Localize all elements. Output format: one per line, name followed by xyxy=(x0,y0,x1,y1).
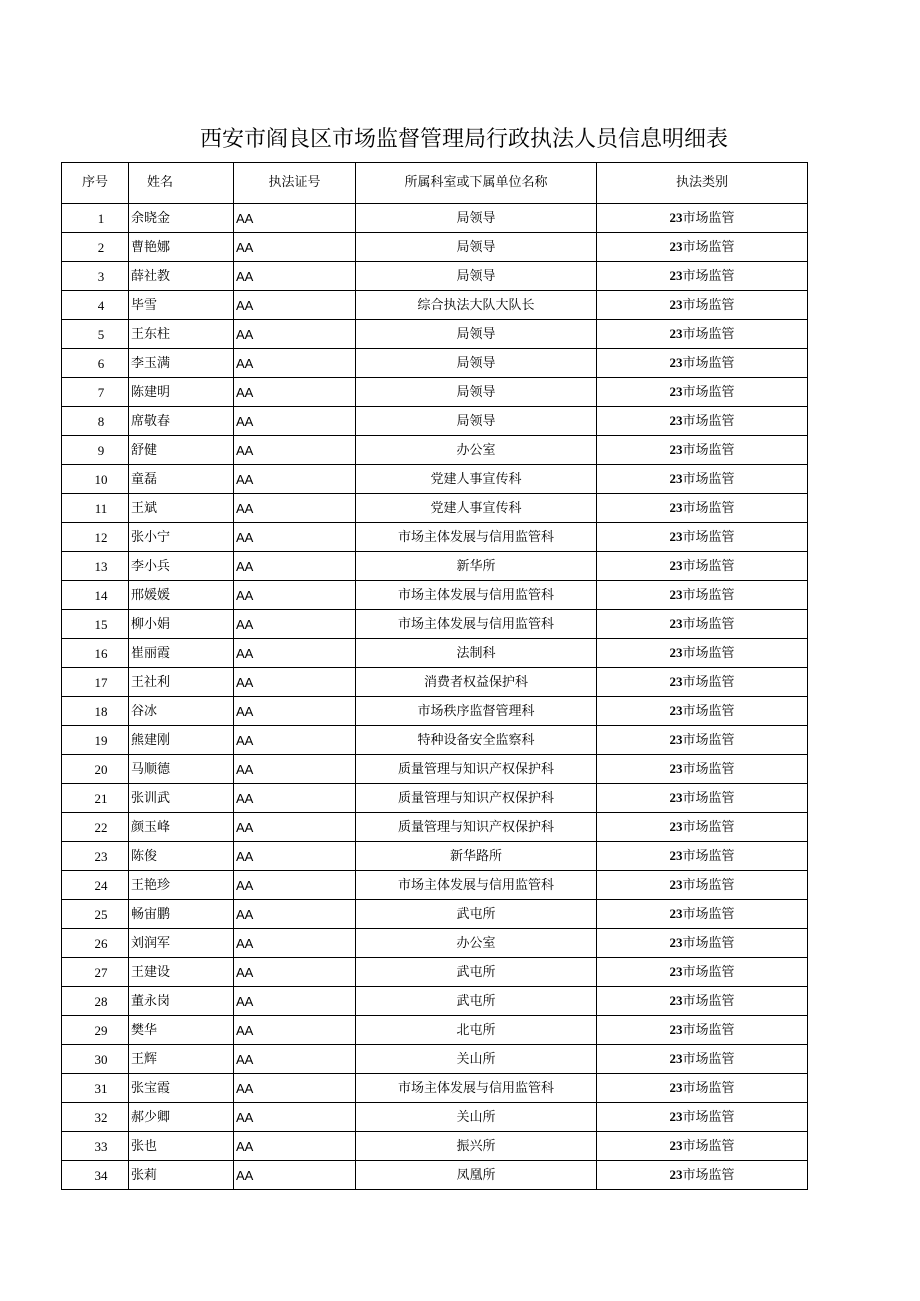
row-num: 8 xyxy=(62,407,129,436)
row-id: AA xyxy=(234,465,356,494)
row-num: 25 xyxy=(62,900,129,929)
row-type-label: 市场监管 xyxy=(682,675,735,690)
row-name: 王建设 xyxy=(129,958,234,987)
row-type xyxy=(597,639,808,668)
row-type-label: 市场监管 xyxy=(682,791,735,806)
row-type xyxy=(597,987,808,1016)
row-id: AA xyxy=(234,407,356,436)
row-unit: 局领导 xyxy=(356,349,597,378)
row-unit: 办公室 xyxy=(356,929,597,958)
row-name: 李小兵 xyxy=(129,552,234,581)
row-type-label: 市场监管 xyxy=(682,936,735,951)
row-name: 王社利 xyxy=(129,668,234,697)
row-name: 王东柱 xyxy=(129,320,234,349)
row-name: 董永岗 xyxy=(129,987,234,1016)
row-name: 谷冰 xyxy=(129,697,234,726)
row-name: 颜玉峰 xyxy=(129,813,234,842)
row-unit: 质量管理与知识产权保护科 xyxy=(356,813,597,842)
header-row xyxy=(62,163,808,204)
row-name: 王辉 xyxy=(129,1045,234,1074)
row-type-code: 23 xyxy=(669,790,683,805)
row-type xyxy=(597,697,808,726)
row-type xyxy=(597,871,808,900)
table-row xyxy=(62,523,808,552)
row-name: 张训武 xyxy=(129,784,234,813)
row-type-code: 23 xyxy=(669,268,683,283)
row-id: AA xyxy=(234,378,356,407)
row-type-code: 23 xyxy=(669,906,683,921)
row-unit: 党建人事宣传科 xyxy=(356,494,597,523)
table-row xyxy=(62,755,808,784)
row-type-code: 23 xyxy=(669,1051,683,1066)
row-type-code: 23 xyxy=(669,732,683,747)
row-type xyxy=(597,929,808,958)
row-type-code: 23 xyxy=(669,355,683,370)
row-type-label: 市场监管 xyxy=(682,820,735,835)
row-name: 刘润军 xyxy=(129,929,234,958)
row-type xyxy=(597,378,808,407)
row-id: AA xyxy=(234,755,356,784)
row-name: 邢媛媛 xyxy=(129,581,234,610)
row-type-label: 市场监管 xyxy=(682,1052,735,1067)
table-row xyxy=(62,1161,808,1190)
row-type-code: 23 xyxy=(669,587,683,602)
row-unit: 武屯所 xyxy=(356,900,597,929)
row-id: AA xyxy=(234,523,356,552)
row-type-code: 23 xyxy=(669,645,683,660)
table-row xyxy=(62,320,808,349)
row-id: AA xyxy=(234,726,356,755)
row-num: 4 xyxy=(62,291,129,320)
row-num: 17 xyxy=(62,668,129,697)
row-unit: 凤凰所 xyxy=(356,1161,597,1190)
row-type-label: 市场监管 xyxy=(682,1023,735,1038)
row-type xyxy=(597,842,808,871)
table-row xyxy=(62,784,808,813)
row-num: 23 xyxy=(62,842,129,871)
row-unit: 局领导 xyxy=(356,320,597,349)
row-num: 31 xyxy=(62,1074,129,1103)
header-id: 执法证号 xyxy=(234,163,356,204)
row-type-code: 23 xyxy=(669,326,683,341)
table-row xyxy=(62,378,808,407)
table-row xyxy=(62,262,808,291)
row-unit: 特种设备安全监察科 xyxy=(356,726,597,755)
row-type xyxy=(597,552,808,581)
row-unit: 新华所 xyxy=(356,552,597,581)
row-type xyxy=(597,1103,808,1132)
table-row xyxy=(62,987,808,1016)
row-id: AA xyxy=(234,842,356,871)
row-type-label: 市场监管 xyxy=(682,530,735,545)
row-type-label: 市场监管 xyxy=(682,269,735,284)
row-unit: 局领导 xyxy=(356,378,597,407)
row-type-label: 市场监管 xyxy=(682,472,735,487)
row-type xyxy=(597,900,808,929)
row-type-code: 23 xyxy=(669,935,683,950)
table-row xyxy=(62,291,808,320)
row-type xyxy=(597,465,808,494)
row-name: 马顺德 xyxy=(129,755,234,784)
row-type-code: 23 xyxy=(669,848,683,863)
row-type xyxy=(597,407,808,436)
row-type xyxy=(597,320,808,349)
row-unit: 局领导 xyxy=(356,407,597,436)
row-type-label: 市场监管 xyxy=(682,1168,735,1183)
table-header xyxy=(62,163,808,204)
row-unit: 市场主体发展与信用监管科 xyxy=(356,1074,597,1103)
row-num: 6 xyxy=(62,349,129,378)
row-unit: 综合执法大队大队长 xyxy=(356,291,597,320)
table-row xyxy=(62,552,808,581)
row-unit: 北屯所 xyxy=(356,1016,597,1045)
row-id: AA xyxy=(234,494,356,523)
row-type xyxy=(597,1161,808,1190)
row-unit: 武屯所 xyxy=(356,987,597,1016)
row-type-label: 市场监管 xyxy=(682,327,735,342)
row-name: 熊建刚 xyxy=(129,726,234,755)
row-type-code: 23 xyxy=(669,297,683,312)
row-type-label: 市场监管 xyxy=(682,298,735,313)
row-num: 20 xyxy=(62,755,129,784)
table-row xyxy=(62,1132,808,1161)
row-unit: 市场主体发展与信用监管科 xyxy=(356,523,597,552)
row-id: AA xyxy=(234,1074,356,1103)
row-name: 王斌 xyxy=(129,494,234,523)
row-type xyxy=(597,262,808,291)
row-type-label: 市场监管 xyxy=(682,965,735,980)
row-type-label: 市场监管 xyxy=(682,733,735,748)
row-type-code: 23 xyxy=(669,239,683,254)
row-type xyxy=(597,349,808,378)
row-num: 16 xyxy=(62,639,129,668)
row-name: 童磊 xyxy=(129,465,234,494)
row-id: AA xyxy=(234,291,356,320)
table-row xyxy=(62,639,808,668)
row-type xyxy=(597,784,808,813)
row-name: 畅宙鹏 xyxy=(129,900,234,929)
table-row xyxy=(62,436,808,465)
row-unit: 新华路所 xyxy=(356,842,597,871)
row-type-code: 23 xyxy=(669,1138,683,1153)
table-row xyxy=(62,349,808,378)
row-num: 18 xyxy=(62,697,129,726)
row-name: 陈建明 xyxy=(129,378,234,407)
row-id: AA xyxy=(234,1045,356,1074)
row-num: 1 xyxy=(62,204,129,233)
row-name: 樊华 xyxy=(129,1016,234,1045)
row-id: AA xyxy=(234,349,356,378)
row-name: 张宝霞 xyxy=(129,1074,234,1103)
table-row xyxy=(62,813,808,842)
table-row xyxy=(62,929,808,958)
row-num: 9 xyxy=(62,436,129,465)
row-type-label: 市场监管 xyxy=(682,1139,735,1154)
row-type-label: 市场监管 xyxy=(682,211,735,226)
table-row xyxy=(62,1045,808,1074)
row-num: 13 xyxy=(62,552,129,581)
row-name: 曹艳娜 xyxy=(129,233,234,262)
row-type-code: 23 xyxy=(669,993,683,1008)
table-row xyxy=(62,900,808,929)
header-num: 序号 xyxy=(62,163,129,204)
row-name: 崔丽霞 xyxy=(129,639,234,668)
row-id: AA xyxy=(234,668,356,697)
row-id: AA xyxy=(234,204,356,233)
row-type xyxy=(597,813,808,842)
row-type-label: 市场监管 xyxy=(682,356,735,371)
table-row xyxy=(62,610,808,639)
table-row xyxy=(62,697,808,726)
row-unit: 市场主体发展与信用监管科 xyxy=(356,581,597,610)
row-num: 2 xyxy=(62,233,129,262)
table-row xyxy=(62,1016,808,1045)
row-type-code: 23 xyxy=(669,1080,683,1095)
row-name: 舒健 xyxy=(129,436,234,465)
row-num: 19 xyxy=(62,726,129,755)
row-name: 余晓金 xyxy=(129,204,234,233)
row-type xyxy=(597,610,808,639)
row-type-label: 市场监管 xyxy=(682,907,735,922)
row-type-code: 23 xyxy=(669,877,683,892)
row-type-label: 市场监管 xyxy=(682,443,735,458)
table-row xyxy=(62,465,808,494)
row-id: AA xyxy=(234,320,356,349)
row-type-label: 市场监管 xyxy=(682,878,735,893)
row-type-code: 23 xyxy=(669,1109,683,1124)
row-type xyxy=(597,233,808,262)
row-id: AA xyxy=(234,581,356,610)
row-num: 33 xyxy=(62,1132,129,1161)
row-num: 7 xyxy=(62,378,129,407)
row-type-label: 市场监管 xyxy=(682,1081,735,1096)
row-type-code: 23 xyxy=(669,964,683,979)
row-id: AA xyxy=(234,813,356,842)
row-type xyxy=(597,755,808,784)
table-row xyxy=(62,581,808,610)
row-unit: 质量管理与知识产权保护科 xyxy=(356,755,597,784)
table-row xyxy=(62,842,808,871)
table-row xyxy=(62,204,808,233)
row-type xyxy=(597,668,808,697)
row-type-label: 市场监管 xyxy=(682,385,735,400)
row-unit: 关山所 xyxy=(356,1103,597,1132)
row-id: AA xyxy=(234,1103,356,1132)
header-type: 执法类别 xyxy=(597,163,808,204)
row-name: 张莉 xyxy=(129,1161,234,1190)
row-unit: 振兴所 xyxy=(356,1132,597,1161)
personnel-table xyxy=(61,162,808,1190)
row-type-code: 23 xyxy=(669,384,683,399)
row-type-label: 市场监管 xyxy=(682,704,735,719)
row-type-code: 23 xyxy=(669,703,683,718)
row-type xyxy=(597,1016,808,1045)
row-unit: 市场主体发展与信用监管科 xyxy=(356,610,597,639)
row-type-label: 市场监管 xyxy=(682,1110,735,1125)
row-id: AA xyxy=(234,233,356,262)
row-type-label: 市场监管 xyxy=(682,617,735,632)
row-type xyxy=(597,1045,808,1074)
row-type-label: 市场监管 xyxy=(682,501,735,516)
row-type-label: 市场监管 xyxy=(682,240,735,255)
row-id: AA xyxy=(234,958,356,987)
row-num: 30 xyxy=(62,1045,129,1074)
row-num: 28 xyxy=(62,987,129,1016)
row-id: AA xyxy=(234,1016,356,1045)
row-type-label: 市场监管 xyxy=(682,762,735,777)
row-name: 柳小娟 xyxy=(129,610,234,639)
row-num: 22 xyxy=(62,813,129,842)
row-num: 10 xyxy=(62,465,129,494)
row-unit: 局领导 xyxy=(356,204,597,233)
row-type-code: 23 xyxy=(669,674,683,689)
row-unit: 武屯所 xyxy=(356,958,597,987)
row-num: 32 xyxy=(62,1103,129,1132)
row-type-code: 23 xyxy=(669,210,683,225)
row-type-label: 市场监管 xyxy=(682,994,735,1009)
row-num: 24 xyxy=(62,871,129,900)
row-type xyxy=(597,204,808,233)
row-id: AA xyxy=(234,262,356,291)
row-type xyxy=(597,1132,808,1161)
row-type xyxy=(597,436,808,465)
row-unit: 局领导 xyxy=(356,262,597,291)
row-type xyxy=(597,726,808,755)
row-name: 席敬春 xyxy=(129,407,234,436)
row-type xyxy=(597,581,808,610)
row-unit: 消费者权益保护科 xyxy=(356,668,597,697)
row-type xyxy=(597,958,808,987)
row-type-label: 市场监管 xyxy=(682,646,735,661)
row-num: 3 xyxy=(62,262,129,291)
row-name: 郝少卿 xyxy=(129,1103,234,1132)
document-title: 西安市阎良区市场监督管理局行政执法人员信息明细表 xyxy=(200,127,729,152)
row-unit: 质量管理与知识产权保护科 xyxy=(356,784,597,813)
table-row xyxy=(62,407,808,436)
table-row xyxy=(62,958,808,987)
row-id: AA xyxy=(234,436,356,465)
row-unit: 局领导 xyxy=(356,233,597,262)
row-type-label: 市场监管 xyxy=(682,849,735,864)
row-type-code: 23 xyxy=(669,529,683,544)
row-unit: 市场主体发展与信用监管科 xyxy=(356,871,597,900)
row-name: 王艳珍 xyxy=(129,871,234,900)
row-type-label: 市场监管 xyxy=(682,559,735,574)
table-row xyxy=(62,1103,808,1132)
row-name: 薛社教 xyxy=(129,262,234,291)
row-type-label: 市场监管 xyxy=(682,414,735,429)
row-id: AA xyxy=(234,1132,356,1161)
row-type-code: 23 xyxy=(669,1167,683,1182)
row-type xyxy=(597,1074,808,1103)
table-row xyxy=(62,726,808,755)
row-id: AA xyxy=(234,610,356,639)
row-name: 李玉满 xyxy=(129,349,234,378)
row-type xyxy=(597,523,808,552)
row-num: 14 xyxy=(62,581,129,610)
table-row xyxy=(62,871,808,900)
header-name: 姓名 xyxy=(129,163,234,204)
row-unit: 法制科 xyxy=(356,639,597,668)
row-id: AA xyxy=(234,552,356,581)
row-id: AA xyxy=(234,639,356,668)
table-row xyxy=(62,1074,808,1103)
row-type xyxy=(597,494,808,523)
row-num: 26 xyxy=(62,929,129,958)
row-name: 毕雪 xyxy=(129,291,234,320)
row-name: 陈俊 xyxy=(129,842,234,871)
row-num: 11 xyxy=(62,494,129,523)
row-id: AA xyxy=(234,784,356,813)
row-num: 21 xyxy=(62,784,129,813)
row-type-code: 23 xyxy=(669,413,683,428)
row-type-code: 23 xyxy=(669,471,683,486)
row-num: 12 xyxy=(62,523,129,552)
row-num: 5 xyxy=(62,320,129,349)
row-type-code: 23 xyxy=(669,761,683,776)
header-unit: 所属科室或下属单位名称 xyxy=(356,163,597,204)
row-type-code: 23 xyxy=(669,1022,683,1037)
table-row xyxy=(62,494,808,523)
row-name: 张小宁 xyxy=(129,523,234,552)
row-id: AA xyxy=(234,697,356,726)
row-name: 张也 xyxy=(129,1132,234,1161)
row-type-code: 23 xyxy=(669,558,683,573)
table-row xyxy=(62,233,808,262)
row-unit: 办公室 xyxy=(356,436,597,465)
row-num: 29 xyxy=(62,1016,129,1045)
table-row xyxy=(62,668,808,697)
row-type-label: 市场监管 xyxy=(682,588,735,603)
row-num: 34 xyxy=(62,1161,129,1190)
row-type-code: 23 xyxy=(669,616,683,631)
row-type-code: 23 xyxy=(669,500,683,515)
row-id: AA xyxy=(234,900,356,929)
row-id: AA xyxy=(234,1161,356,1190)
row-unit: 党建人事宣传科 xyxy=(356,465,597,494)
row-type xyxy=(597,291,808,320)
row-type-code: 23 xyxy=(669,442,683,457)
row-type-code: 23 xyxy=(669,819,683,834)
row-id: AA xyxy=(234,929,356,958)
row-num: 27 xyxy=(62,958,129,987)
table-body xyxy=(62,204,808,1190)
row-num: 15 xyxy=(62,610,129,639)
row-id: AA xyxy=(234,987,356,1016)
row-unit: 市场秩序监督管理科 xyxy=(356,697,597,726)
row-unit: 关山所 xyxy=(356,1045,597,1074)
row-id: AA xyxy=(234,871,356,900)
